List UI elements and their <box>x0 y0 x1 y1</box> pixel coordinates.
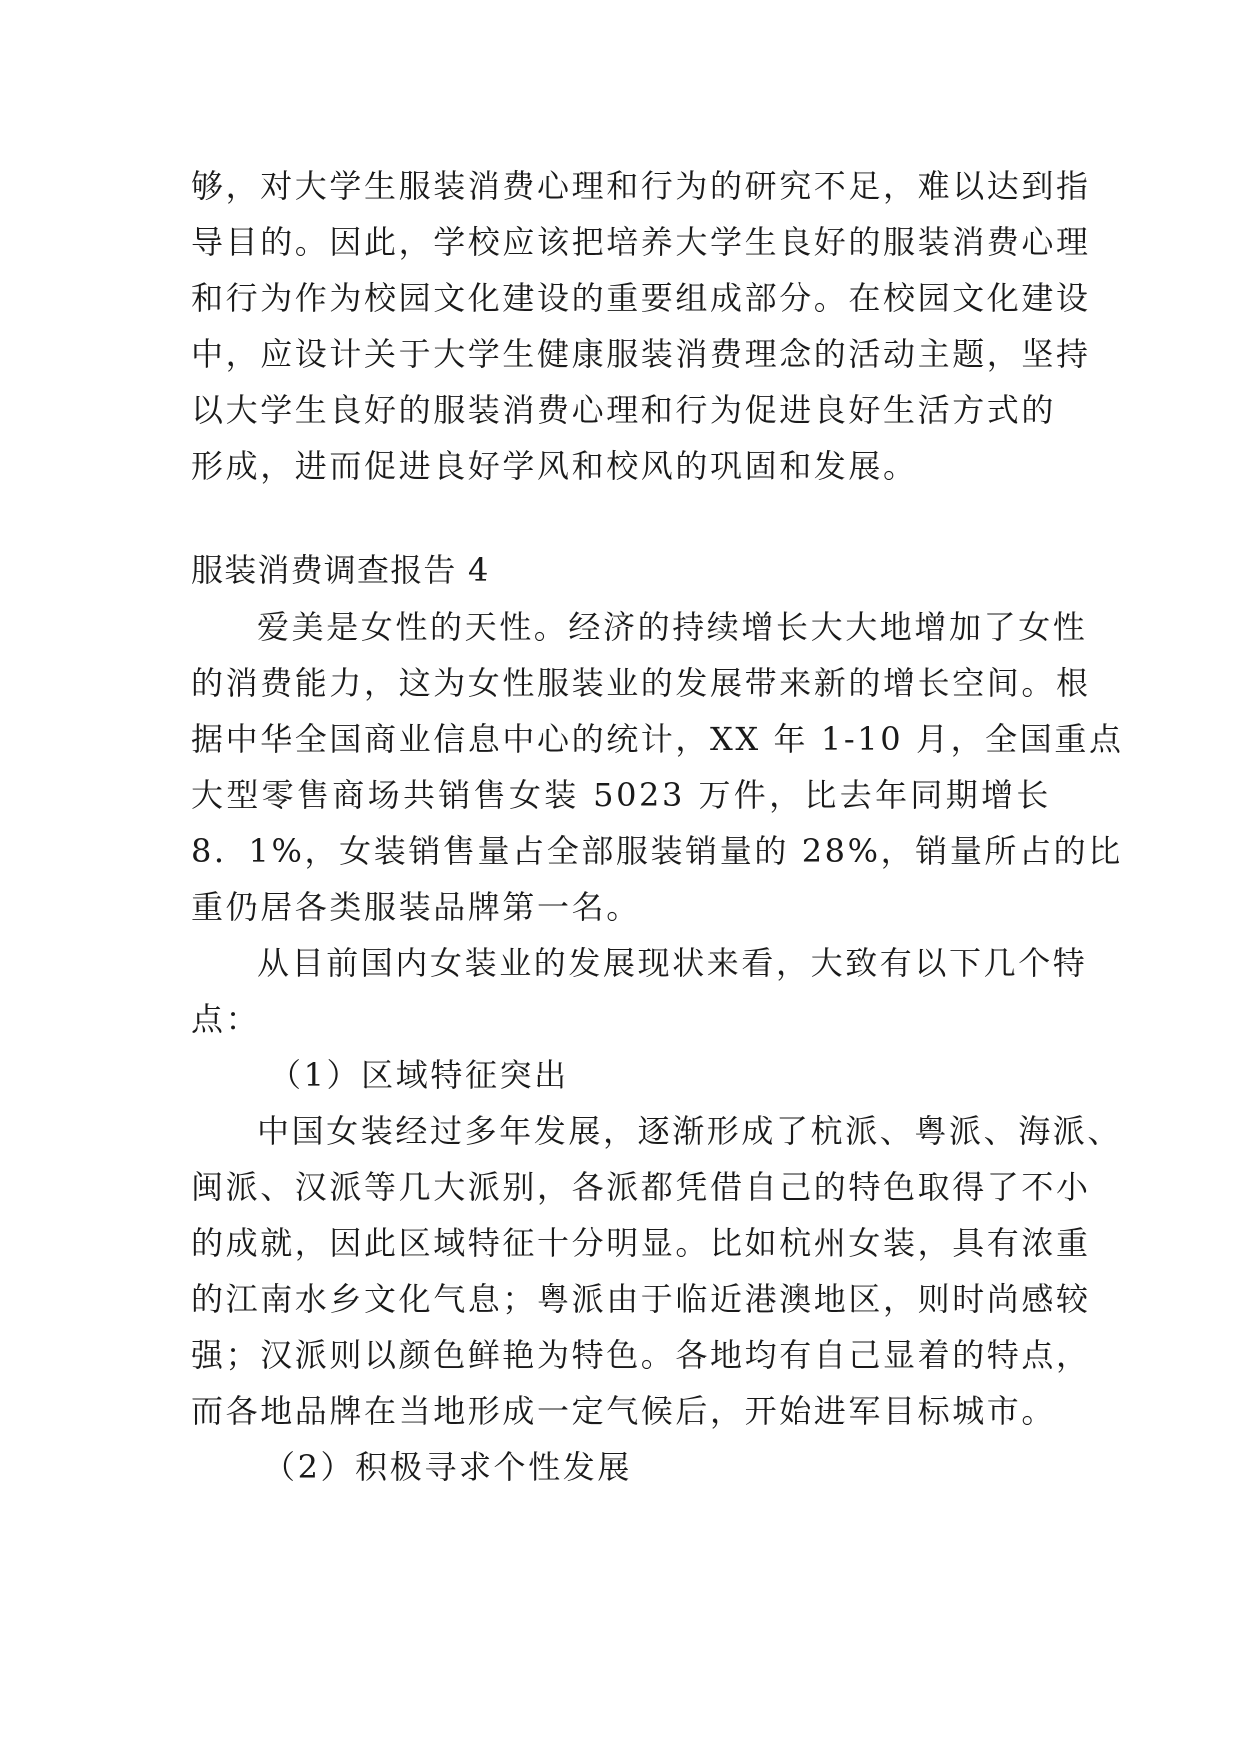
paragraph-line: 中国女装经过多年发展，逐渐形成了杭派、粤派、海派、 <box>257 1112 1123 1150</box>
paragraph-line: 爱美是女性的天性。经济的持续增长大大地增加了女性 <box>257 608 1088 646</box>
subheading: （1）区域特征突出 <box>269 1056 569 1094</box>
paragraph-line: 强；汉派则以颜色鲜艳为特色。各地均有自己显着的特点， <box>191 1336 1091 1374</box>
paragraph-line: 够，对大学生服装消费心理和行为的研究不足，难以达到指 <box>191 167 1091 205</box>
paragraph-line: 的江南水乡文化气息；粤派由于临近港澳地区，则时尚感较 <box>191 1280 1091 1318</box>
paragraph-line: 形成，进而促进良好学风和校风的巩固和发展。 <box>191 447 918 485</box>
paragraph-line: 的成就，因此区域特征十分明显。比如杭州女装，具有浓重 <box>191 1224 1091 1262</box>
paragraph-line: 8．1%，女装销售量占全部服装销量的 28%，销量所占的比 <box>191 832 1123 870</box>
paragraph-line: 闽派、汉派等几大派别，各派都凭借自己的特色取得了不小 <box>191 1168 1091 1206</box>
paragraph-line: 以大学生良好的服装消费心理和行为促进良好生活方式的 <box>191 391 1057 429</box>
paragraph-line: 和行为作为校园文化建设的重要组成部分。在校园文化建设 <box>191 279 1091 317</box>
paragraph-line: 大型零售商场共销售女装 5023 万件，比去年同期增长 <box>191 776 1051 814</box>
section-title: 服装消费调查报告 4 <box>191 551 490 589</box>
paragraph-line: 重仍居各类服装品牌第一名。 <box>191 888 641 926</box>
paragraph-line: 从目前国内女装业的发展现状来看，大致有以下几个特 <box>257 944 1088 982</box>
paragraph-line: 据中华全国商业信息中心的统计，XX 年 1-10 月，全国重点 <box>191 720 1124 758</box>
paragraph-line: 的消费能力，这为女性服装业的发展带来新的增长空间。根 <box>191 664 1091 702</box>
paragraph-line: 点： <box>191 1000 261 1038</box>
subheading: （2）积极寻求个性发展 <box>263 1448 632 1486</box>
paragraph-line: 中，应设计关于大学生健康服装消费理念的活动主题，坚持 <box>191 335 1091 373</box>
paragraph-line: 而各地品牌在当地形成一定气候后，开始进军目标城市。 <box>191 1392 1057 1430</box>
paragraph-line: 导目的。因此，学校应该把培养大学生良好的服装消费心理 <box>191 223 1091 261</box>
